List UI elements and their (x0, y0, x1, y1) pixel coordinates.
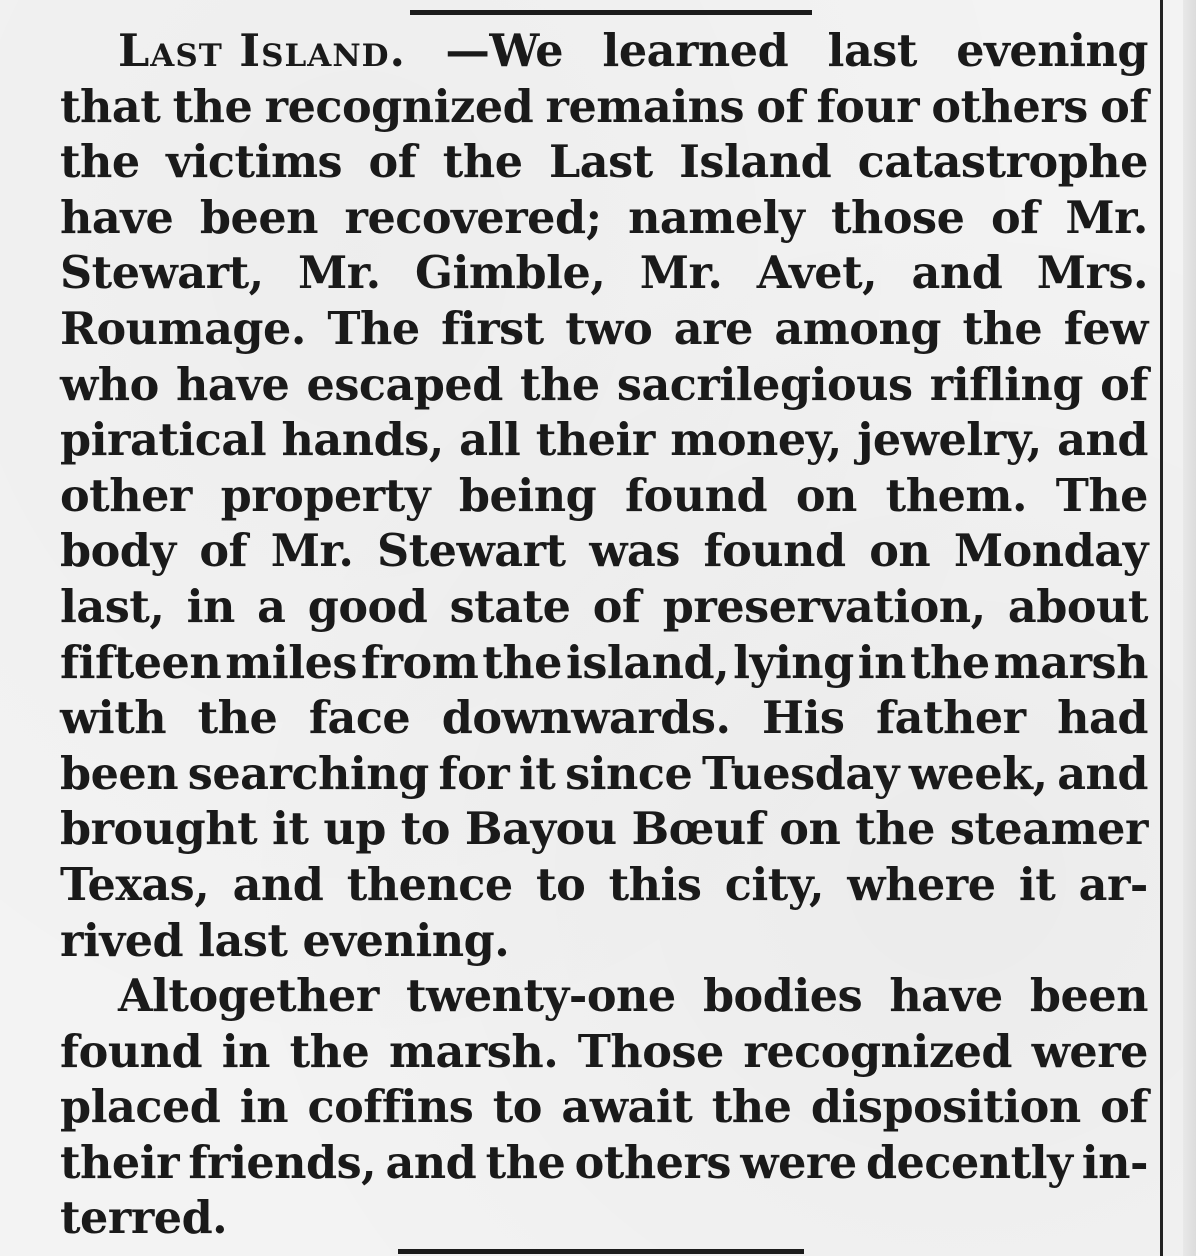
word: Avet, (756, 247, 878, 300)
word: Bœuf (631, 803, 765, 856)
word: the (485, 1136, 566, 1189)
word: Mrs. (1036, 247, 1148, 300)
word: Gimble, (415, 247, 606, 300)
word: with (60, 692, 167, 745)
word: sacrilegious (616, 358, 913, 411)
article-line (60, 1136, 1148, 1192)
article-line: Last Island. —We learned last evening (60, 24, 1148, 80)
word: body (60, 525, 176, 578)
word: four (816, 80, 920, 133)
word: the (482, 636, 562, 689)
word: that (60, 80, 161, 133)
word: in (186, 580, 235, 633)
word: remains (545, 80, 745, 133)
word: in (221, 1025, 271, 1078)
word: His (761, 692, 845, 745)
word: to (536, 858, 586, 911)
word: their (535, 414, 655, 467)
word: them. (885, 469, 1027, 522)
word: have (60, 191, 174, 244)
word: where (847, 858, 996, 911)
word: preservation, (662, 580, 986, 633)
word: in (857, 636, 906, 689)
word: the (60, 136, 140, 189)
article-line (60, 1025, 1148, 1081)
word: of (592, 580, 641, 633)
word: recovered; (344, 191, 602, 244)
word: have (176, 358, 290, 411)
word: was (589, 525, 680, 578)
word: a (257, 580, 286, 633)
word: Mr. (639, 247, 723, 300)
article-line (60, 80, 1148, 136)
word: week, (908, 747, 1048, 800)
top-divider-rule (410, 10, 812, 15)
word: in (239, 1081, 289, 1134)
paragraph-2 (60, 969, 1148, 1247)
word: other (60, 469, 192, 522)
word: catastrophe (857, 136, 1148, 189)
article-line (60, 469, 1148, 525)
word: being (458, 469, 597, 522)
word: the (172, 80, 253, 133)
word: the (962, 302, 1043, 355)
word: placed (60, 1081, 221, 1134)
word: thence (346, 858, 513, 911)
word: Bayou (464, 803, 617, 856)
word: Altogether (118, 970, 379, 1023)
word: The (1055, 469, 1148, 522)
article-line (60, 969, 1148, 1025)
word: jewelry, (857, 414, 1042, 467)
word: bodies (702, 970, 863, 1023)
word: on (795, 469, 857, 522)
word: of (1100, 1081, 1148, 1134)
word: decently (865, 1136, 1073, 1189)
article-line (60, 858, 1148, 914)
word: in- (1081, 1136, 1148, 1189)
word: Monday (953, 525, 1148, 578)
word: their (60, 1136, 180, 1189)
word: all (459, 414, 521, 467)
article-line (60, 914, 1148, 970)
column-divider-rule (1160, 0, 1163, 1256)
word: and (1057, 414, 1148, 467)
word: Stewart (376, 525, 566, 578)
word: were (740, 1136, 857, 1189)
word: hands, (281, 414, 444, 467)
article-line (60, 747, 1148, 803)
word: the (909, 636, 990, 689)
word: marsh (993, 636, 1148, 689)
word: lying (733, 636, 854, 689)
word: twenty-one (405, 970, 676, 1023)
article-line (60, 246, 1148, 302)
word: of (1100, 358, 1148, 411)
word: namely (628, 191, 805, 244)
word: and (1057, 747, 1148, 800)
word: of (368, 136, 417, 189)
word: victims (166, 136, 343, 189)
word: from (360, 636, 479, 689)
word: of (1100, 80, 1148, 133)
word: the (711, 1081, 792, 1134)
word: city, (724, 858, 824, 911)
word: ar- (1078, 858, 1148, 911)
word: good (307, 580, 428, 633)
word: Roumage. (60, 302, 306, 355)
word: found (60, 1025, 203, 1078)
word: been (60, 747, 179, 800)
word: who (60, 358, 159, 411)
word: last, (60, 580, 165, 633)
word: those (830, 191, 965, 244)
word: others (574, 1136, 731, 1189)
word: father (875, 692, 1026, 745)
word: piratical (60, 414, 267, 467)
word: last (198, 914, 288, 967)
article-heading: Last Island. (118, 25, 407, 77)
news-article (60, 24, 1148, 1247)
word: of (199, 525, 248, 578)
word: evening. (302, 914, 510, 967)
word: first (441, 302, 544, 355)
word: of (756, 80, 805, 133)
word: money, (670, 414, 842, 467)
word: terred. (60, 1192, 228, 1245)
word: await (561, 1081, 693, 1134)
word: and (911, 247, 1003, 300)
word: rived (60, 914, 184, 967)
word: of (990, 191, 1039, 244)
word: about (1007, 580, 1148, 633)
word: been (1029, 970, 1148, 1023)
article-line (60, 524, 1148, 580)
word: few (1063, 302, 1148, 355)
article-line (60, 358, 1148, 414)
word: have (889, 970, 1003, 1023)
word: and (232, 858, 324, 911)
article-line (60, 580, 1148, 636)
word: among (774, 302, 941, 355)
word: steamer (949, 803, 1148, 856)
word: it (1018, 858, 1056, 911)
word: recognized (743, 1025, 1013, 1078)
word: disposition (810, 1081, 1081, 1134)
word: the (442, 136, 523, 189)
word: Last (548, 136, 653, 189)
word: fifteen (60, 636, 222, 689)
word: state (449, 580, 571, 633)
word: are (673, 302, 753, 355)
article-line (60, 413, 1148, 469)
word: and (385, 1136, 477, 1189)
word: searching (187, 747, 429, 800)
word: The (327, 302, 420, 355)
article-line (60, 1080, 1148, 1136)
word: Stewart, (60, 247, 264, 300)
word: Mr. (1065, 191, 1148, 244)
word: to (492, 1081, 542, 1134)
word: Mr. (270, 525, 354, 578)
word: been (199, 191, 318, 244)
bottom-divider-rule (398, 1249, 804, 1254)
article-line (60, 1191, 1148, 1247)
word: friends, (188, 1136, 377, 1189)
article-line (60, 302, 1148, 358)
word: the (289, 1025, 370, 1078)
word: island, (565, 636, 730, 689)
word: recognized (264, 80, 534, 133)
word: the (855, 803, 935, 856)
word: this (608, 858, 702, 911)
word: marsh. (388, 1025, 559, 1078)
word: brought (60, 803, 258, 856)
word: face (308, 692, 411, 745)
word: for (438, 747, 510, 800)
article-line (60, 636, 1148, 692)
article-line (60, 135, 1148, 191)
word: rifling (929, 358, 1084, 411)
word: Island (679, 136, 832, 189)
word: coffins (307, 1081, 474, 1134)
word: it (272, 803, 309, 856)
word: to (400, 803, 450, 856)
article-line (60, 191, 1148, 247)
word: found (703, 525, 846, 578)
article-line (60, 802, 1148, 858)
word: property (220, 469, 431, 522)
word: others (931, 80, 1088, 133)
word: two (565, 302, 653, 355)
word: since (565, 747, 693, 800)
word: Those (577, 1025, 724, 1078)
word: on (869, 525, 931, 578)
word: were (1031, 1025, 1148, 1078)
paragraph-1 (60, 24, 1148, 969)
word: downwards. (441, 692, 731, 745)
word: the (197, 692, 278, 745)
word: Texas, (60, 858, 210, 911)
word: miles (225, 636, 357, 689)
word: up (323, 803, 386, 856)
word: it (518, 747, 556, 800)
word: had (1057, 692, 1148, 745)
word: Tuesday (701, 747, 900, 800)
article-line (60, 691, 1148, 747)
word: the (520, 358, 600, 411)
word: on (779, 803, 841, 856)
word: Mr. (298, 247, 381, 300)
word: escaped (306, 358, 503, 411)
word: found (624, 469, 768, 522)
adjacent-column-edge (1183, 0, 1196, 1256)
